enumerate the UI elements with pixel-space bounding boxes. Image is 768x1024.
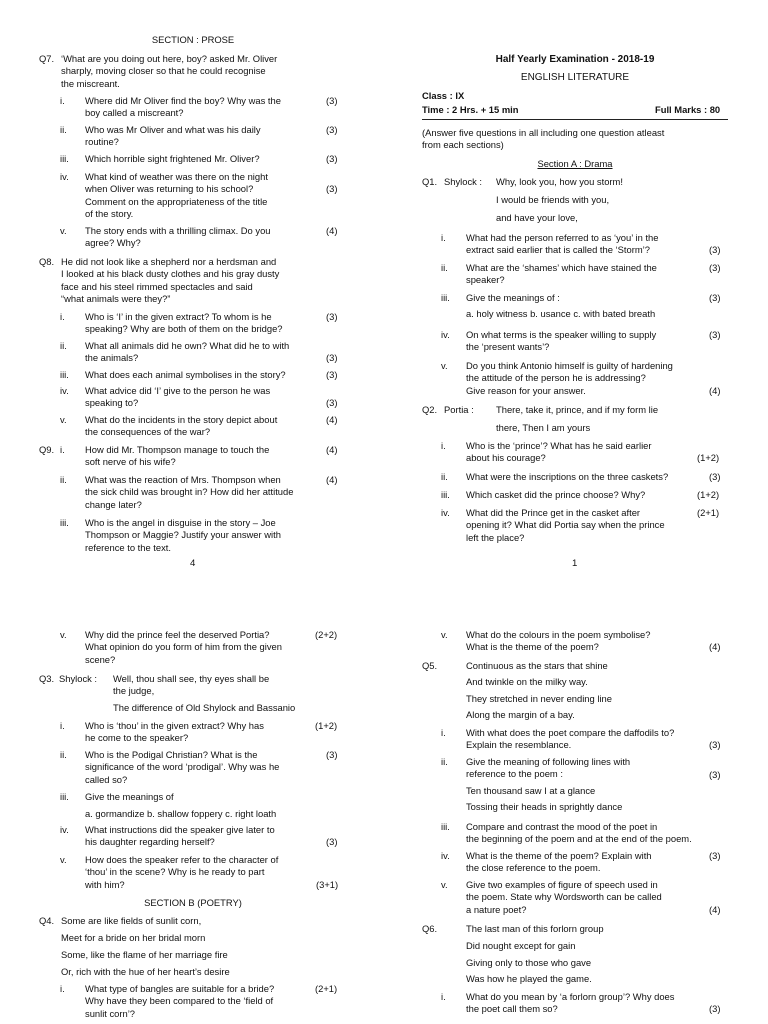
marks: (3) <box>709 471 721 482</box>
quote-line: Why, look you, how you storm! <box>496 176 623 187</box>
item-text: Which casket did the prince choose? Why? <box>466 489 646 500</box>
item-text: Compare and contrast the mood of the poet in <box>466 821 658 832</box>
item-text: What opinion do you form of him from the given <box>85 641 282 653</box>
item-number: iii. <box>60 791 69 802</box>
item-text: reference to the text. <box>85 541 171 553</box>
marks: (3) <box>326 749 338 760</box>
item-number: i. <box>60 95 65 106</box>
item-text: opening it? What did Portia say when the prince <box>466 519 665 531</box>
item-text: the beginning of the poem and at the end of the poem. <box>466 833 692 845</box>
item-text: What do the incidents in the story depict about <box>85 414 278 425</box>
page-number-1: 1 <box>572 558 578 569</box>
item-text: Give the meanings of <box>85 791 174 802</box>
item-number: iii. <box>441 292 450 303</box>
item-text: Thompson or Maggie? Justify your answer with <box>85 529 281 541</box>
item-text: about his courage? <box>466 452 546 464</box>
poem-line: Did nought except for gain <box>466 940 576 951</box>
marks: (3) <box>326 836 338 847</box>
item-text: soft nerve of his wife? <box>85 456 176 468</box>
page-number-4: 4 <box>190 558 196 569</box>
item-number: ii. <box>60 124 67 135</box>
item-text: What was the reaction of Mrs. Thompson when <box>85 474 281 485</box>
marks: (4) <box>326 225 338 236</box>
marks: (4) <box>709 641 721 652</box>
item-text: What had the person referred to as ‘you’ in the <box>466 232 659 243</box>
item-text: routine? <box>85 136 119 148</box>
item-text: a nature poet? <box>466 903 527 915</box>
item-number: iv. <box>441 507 450 518</box>
item-text: change later? <box>85 498 142 510</box>
marks: (4) <box>326 444 338 455</box>
extract-line: sharply, moving closer so that he could recognise <box>61 65 266 77</box>
item-text: the ‘present wants’? <box>466 341 550 353</box>
item-text: the animals? <box>85 352 139 364</box>
class-label: Class : IX <box>422 90 465 101</box>
item-text: the sick child was brought in? How did her attitude <box>85 486 294 498</box>
item-text: What do the colours in the poem symbolise? <box>466 629 651 640</box>
marks: (3) <box>709 244 721 255</box>
item-number: v. <box>60 854 67 865</box>
item-text: Who is the angel in disguise in the story – Joe <box>85 517 276 528</box>
marks: (3) <box>326 397 338 408</box>
item-number: iv. <box>60 824 69 835</box>
item-text: Give the meanings of : <box>466 292 560 303</box>
item-number: iii. <box>60 369 69 380</box>
item-text: What did the Prince get in the casket after <box>466 507 641 518</box>
marks: (3) <box>709 739 721 750</box>
item-text: when Oliver was returning to his school? <box>85 183 254 195</box>
item-number: v. <box>441 629 448 640</box>
marks: (1+2) <box>697 489 720 500</box>
poem-line: Along the margin of a bay. <box>466 709 575 720</box>
item-number: ii. <box>441 471 448 482</box>
item-number: v. <box>60 629 67 640</box>
question-3-label: Q3. <box>39 673 55 684</box>
item-text: called so? <box>85 773 128 785</box>
extract-line: “what animals were they?” <box>61 293 171 305</box>
item-text: What instructions did the speaker give later to <box>85 824 275 835</box>
item-text: Give reason for your answer. <box>466 384 586 396</box>
item-number: ii. <box>441 262 448 273</box>
item-text: sunlit corn’? <box>85 1007 136 1019</box>
item-text: What advice did ‘I’ give to the person he was <box>85 385 271 396</box>
question-1-label: Q1. <box>422 176 438 187</box>
item-text: agree? Why? <box>85 237 141 249</box>
marks: (3) <box>326 352 338 363</box>
marks: (2+2) <box>315 629 338 640</box>
item-text: Do you think Antonio himself is guilty of hardening <box>466 360 673 371</box>
item-text: Give two examples of figure of speech used in <box>466 879 658 890</box>
marks: (3) <box>709 329 721 340</box>
poem-line: Or, rich with the hue of her heart’s desire <box>61 966 230 977</box>
item-text: Who is the ‘prince’? What has he said earlier <box>466 440 652 451</box>
section-b-heading: SECTION B (POETRY) <box>144 897 242 908</box>
quote-line: Well, thou shall see, thy eyes shall be <box>113 673 270 684</box>
item-text: left the place? <box>466 531 525 543</box>
item-text: Who is ‘thou’ in the given extract? Why has <box>85 720 264 731</box>
item-text: What does each animal symbolises in the story? <box>85 369 286 380</box>
item-text: the poet call them so? <box>466 1003 558 1015</box>
item-number: i. <box>60 444 65 455</box>
quote-line: I would be friends with you, <box>496 194 610 205</box>
poem-line: Some are like fields of sunlit corn, <box>61 915 202 926</box>
extract-line: the miscreant. <box>61 77 120 89</box>
item-text: Comment on the appropriateness of the title <box>85 195 268 207</box>
marks: (3) <box>326 153 338 164</box>
item-number: v. <box>60 414 67 425</box>
marks: (3) <box>709 850 721 861</box>
item-number: iv. <box>60 385 69 396</box>
item-text: Who is ‘I’ in the given extract? To whom is he <box>85 311 272 322</box>
item-text: his daughter regarding herself? <box>85 836 215 848</box>
item-number: i. <box>60 983 65 994</box>
poem-line: And twinkle on the milky way. <box>466 676 588 687</box>
item-number: i. <box>60 311 65 322</box>
item-text: The story ends with a thrilling climax. Do you <box>85 225 271 236</box>
item-text: Which horrible sight frightened Mr. Oliver? <box>85 153 260 164</box>
item-number: v. <box>441 879 448 890</box>
marks: (3) <box>709 1003 721 1014</box>
marks: (3) <box>326 124 338 135</box>
item-number: iv. <box>441 850 450 861</box>
item-text: he come to the speaker? <box>85 732 189 744</box>
item-text: speaking to? <box>85 397 139 409</box>
quote-line: There, take it, prince, and if my form lie <box>496 404 659 415</box>
item-text: What type of bangles are suitable for a bride? <box>85 983 275 994</box>
marks: (3) <box>709 292 721 303</box>
marks: (3) <box>326 311 338 322</box>
marks: (4) <box>709 904 721 915</box>
item-text: How does the speaker refer to the character of <box>85 854 279 865</box>
header-divider <box>422 119 728 120</box>
poem-line: Giving only to those who gave <box>466 957 592 968</box>
item-text: of the story. <box>85 208 134 220</box>
marks: (2+1) <box>697 507 720 518</box>
marks: (3) <box>326 95 338 106</box>
quote-line: and have your love, <box>496 212 578 223</box>
poem-line: They stretched in never ending line <box>466 693 612 704</box>
quote-line: The difference of Old Shylock and Bassanio <box>113 702 296 713</box>
item-text: significance of the word ‘prodigal’. Why was he <box>85 761 280 773</box>
item-text: a. holy witness b. usance c. with bated breath <box>466 308 656 320</box>
item-number: iii. <box>441 821 450 832</box>
item-text: Why have they been compared to the ‘field of <box>85 995 274 1007</box>
marks: (4) <box>709 385 721 396</box>
extract-line: He did not look like a shepherd nor a herdsman and <box>61 256 277 267</box>
time-label: Time : 2 Hrs. + 15 min <box>422 104 519 115</box>
item-text: reference to the poem : <box>466 768 563 780</box>
item-text: Ten thousand saw I at a glance <box>466 784 596 796</box>
item-text: with him? <box>85 878 125 890</box>
question-6-label: Q6. <box>422 923 438 934</box>
item-number: ii. <box>441 756 448 767</box>
item-number: iii. <box>60 153 69 164</box>
instruction-line: from each sections) <box>422 139 504 151</box>
extract-line: ‘What are you doing out here, boy? asked Mr. Oliver <box>61 53 278 64</box>
marks: (3) <box>709 769 721 780</box>
item-number: v. <box>60 225 67 236</box>
quote-line: there, Then I am yours <box>496 422 591 433</box>
exam-title: Half Yearly Examination - 2018-19 <box>495 54 655 65</box>
item-text: Who is the Podigal Christian? What is the <box>85 749 258 760</box>
item-text: What do you mean by ‘a forlorn group’? Why does <box>466 991 675 1002</box>
speaker: Shylock : <box>444 176 483 187</box>
item-number: iv. <box>441 329 450 340</box>
item-text: What are the ‘shames’ which have stained the <box>466 262 657 273</box>
marks: (1+2) <box>697 452 720 463</box>
item-number: ii. <box>60 749 67 760</box>
marks: (4) <box>326 474 338 485</box>
question-9-label: Q9. <box>39 444 55 455</box>
item-text: What were the inscriptions on the three caskets? <box>466 471 669 482</box>
speaker: Shylock : <box>59 673 98 684</box>
item-number: iv. <box>60 171 69 182</box>
section-prose-heading: SECTION : PROSE <box>151 34 235 45</box>
item-number: iii. <box>60 517 69 528</box>
question-2-label: Q2. <box>422 404 438 415</box>
marks: (2+1) <box>315 983 338 994</box>
instruction-line: (Answer five questions in all including one question atleast <box>422 127 665 138</box>
item-text: Who was Mr Oliver and what was his daily <box>85 124 261 135</box>
item-text: Where did Mr Oliver find the boy? Why was the <box>85 95 281 106</box>
speaker: Portia : <box>444 404 474 415</box>
item-text: How did Mr. Thompson manage to touch the <box>85 444 270 455</box>
poem-line: The last man of this forlorn group <box>466 923 604 934</box>
question-label: Q8. <box>39 256 55 267</box>
item-number: i. <box>60 720 65 731</box>
item-number: i. <box>441 991 446 1002</box>
item-number: i. <box>441 440 446 451</box>
item-number: ii. <box>60 474 67 485</box>
item-number: i. <box>441 232 446 243</box>
item-text: On what terms is the speaker willing to supply <box>466 329 657 340</box>
marks: (3+1) <box>316 879 339 890</box>
instructions <box>422 127 664 152</box>
item-text: ‘thou’ in the scene? Why is he ready to part <box>85 866 265 878</box>
item-number: ii. <box>60 340 67 351</box>
marks: (3) <box>709 262 721 273</box>
item-text: Tossing their heads in sprightly dance <box>466 801 623 813</box>
item-text: Give the meaning of following lines with <box>466 756 631 767</box>
item-number: v. <box>441 360 448 371</box>
item-number: iii. <box>441 489 450 500</box>
section-a-heading: Section A : Drama <box>537 158 613 169</box>
full-marks: Full Marks : 80 <box>655 104 721 115</box>
quote-line: the judge, <box>113 685 155 696</box>
item-text: the poem. State why Wordsworth can be called <box>466 891 662 903</box>
poem-line: Was how he played the game. <box>466 973 592 984</box>
item-text: With what does the poet compare the daffodils to? <box>466 727 675 738</box>
question-label: Q7. <box>39 53 55 64</box>
item-text: Why did the prince feel the deserved Portia? <box>85 629 270 640</box>
item-text: What all animals did he own? What did he to with <box>85 340 290 351</box>
item-text: What is the theme of the poem? <box>466 641 599 653</box>
item-text: What is the theme of the poem? Explain with <box>466 850 652 861</box>
item-text: extract said earlier that is called the ‘Storm’? <box>466 244 650 256</box>
marks: (3) <box>326 369 338 380</box>
marks: (4) <box>326 414 338 425</box>
item-number: i. <box>441 727 446 738</box>
item-text: the consequences of the war? <box>85 426 211 438</box>
item-text: scene? <box>85 653 116 665</box>
poem-line: Continuous as the stars that shine <box>466 660 608 671</box>
item-text: speaking? Why are both of them on the bridge? <box>85 323 283 335</box>
subject-title: ENGLISH LITERATURE <box>520 72 630 83</box>
item-text: speaker? <box>466 274 505 286</box>
item-text: the attitude of the person he is addressing? <box>466 372 646 384</box>
item-text: boy called a miscreant? <box>85 107 184 119</box>
poem-line: Some, like the flame of her marriage fire <box>61 949 228 960</box>
question-5-label: Q5. <box>422 660 438 671</box>
item-text: What kind of weather was there on the night <box>85 171 268 182</box>
extract-line: I looked at his black dusty clothes and his gray dusty <box>61 268 280 280</box>
marks: (3) <box>326 183 338 194</box>
item-text: a. gormandize b. shallow foppery c. right loath <box>85 808 277 820</box>
item-text: the close reference to the poem. <box>466 862 601 874</box>
question-4-label: Q4. <box>39 915 55 926</box>
marks: (1+2) <box>315 720 338 731</box>
extract-line: face and his steel rimmed spectacles and said <box>61 280 253 292</box>
item-text: Explain the resemblance. <box>466 739 572 751</box>
poem-line: Meet for a bride on her bridal morn <box>61 932 206 943</box>
